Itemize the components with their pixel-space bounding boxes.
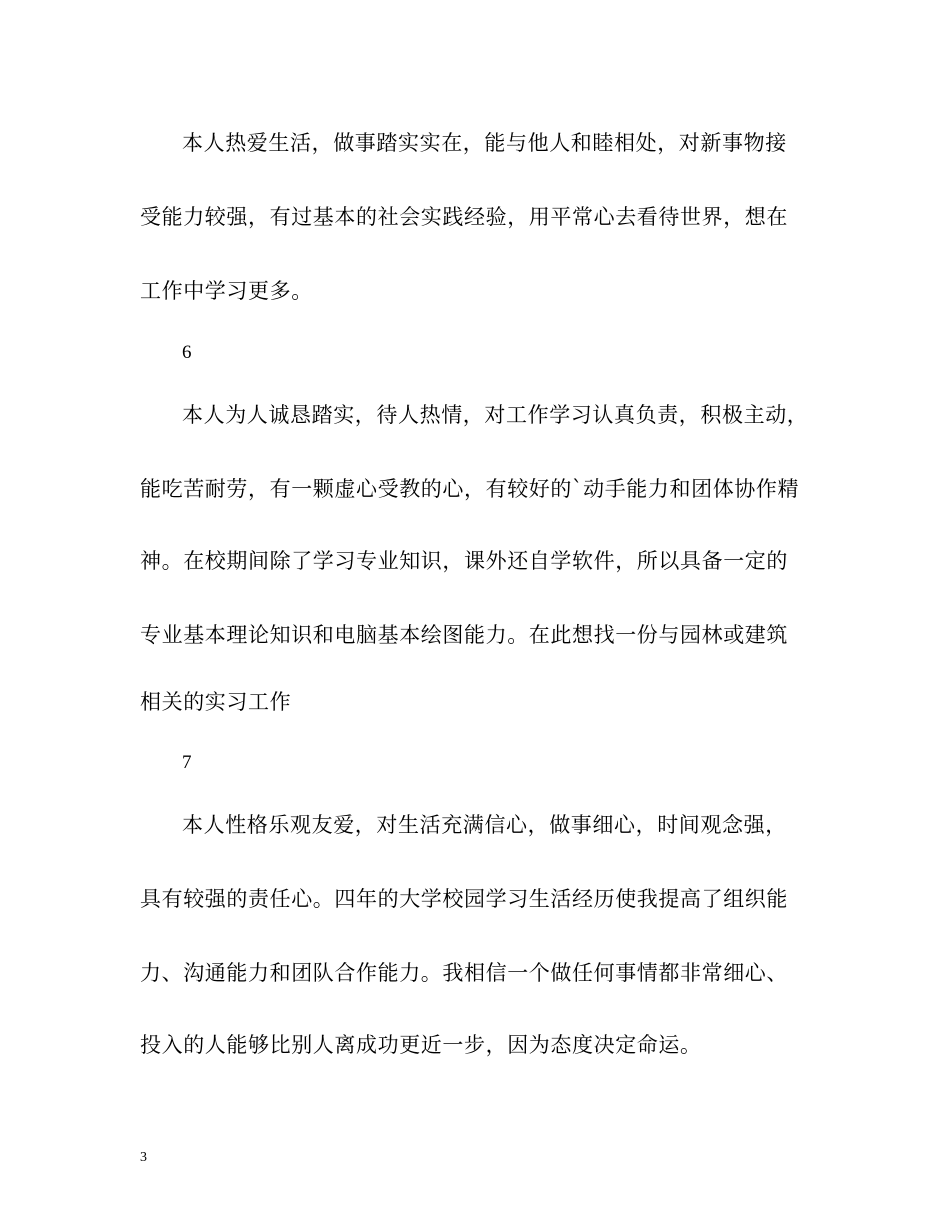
paragraph-line: 具有较强的责任心。四年的大学校园学习生活经历使我提高了组织能	[140, 887, 788, 911]
page-number: 3	[140, 1150, 147, 1165]
paragraph-line: 力、沟通能力和团队合作能力。我相信一个做任何事情都非常细心、	[140, 961, 788, 985]
paragraph-line: 受能力较强，有过基本的社会实践经验，用平常心去看待世界，想在	[140, 205, 788, 229]
paragraph-line: 相关的实习工作	[140, 690, 292, 714]
paragraph-line: 本人为人诚恳踏实，待人热情，对工作学习认真负责，积极主动，	[182, 403, 809, 427]
paragraph-line: 投入的人能够比别人离成功更近一步，因为态度决定命运。	[140, 1033, 702, 1057]
paragraph-line: 神。在校期间除了学习专业知识，课外还自学软件，所以具备一定的	[140, 549, 788, 573]
paragraph-line: 本人性格乐观友爱，对生活充满信心，做事细心，时间观念强，	[182, 813, 787, 837]
paragraph-line: 工作中学习更多。	[140, 279, 313, 303]
paragraph-line: 专业基本理论知识和电脑基本绘图能力。在此想找一份与园林或建筑	[140, 623, 788, 647]
paragraph-line: 能吃苦耐劳，有一颗虚心受教的心，有较好的`动手能力和团体协作精	[140, 477, 800, 501]
section-number: 6	[182, 342, 192, 363]
paragraph-line: 本人热爱生活，做事踏实实在，能与他人和睦相处，对新事物接	[182, 131, 787, 155]
section-number: 7	[182, 752, 192, 773]
